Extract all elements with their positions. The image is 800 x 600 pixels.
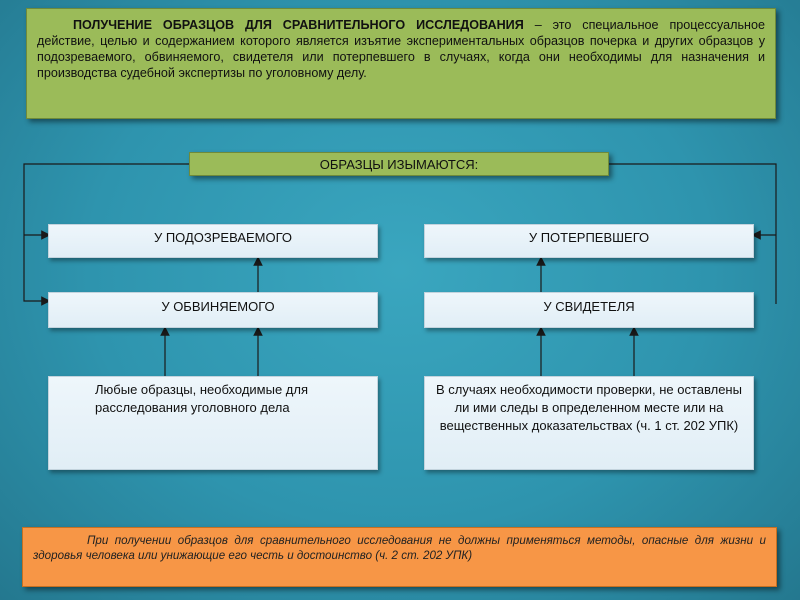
- definition-term: ПОЛУЧЕНИЕ ОБРАЗЦОВ ДЛЯ СРАВНИТЕЛЬНОГО ИССЛЕДОВАНИЯ: [73, 18, 524, 32]
- note-right-box: [424, 376, 754, 470]
- footer-note-text: При получении образцов для сравнительного исследования не должны применяться методы, опасные для жизни и здоровья человека или унижающие его честь и достоинство (ч. 2 ст. 202 УПК): [33, 534, 766, 562]
- witness-box: [424, 292, 754, 328]
- definition-box: [26, 8, 776, 119]
- suspect-box: [48, 224, 378, 258]
- note-left-text: Любые образцы, необходимые для расследования уголовного дела: [95, 382, 309, 415]
- suspect-label: У ПОДОЗРЕВАЕМОГО: [153, 230, 293, 245]
- note-left-box: [48, 376, 378, 470]
- victim-box: [424, 224, 754, 258]
- note-right-text: В случаях необходимости проверки, не оставлены ли ими следы в определенном месте или на вещественных доказательствах (ч. 1 ст. 202 УПК): [436, 382, 742, 433]
- header-box: ОБРАЗЦЫ ИЗЫМАЮТСЯ:: [189, 152, 609, 176]
- footer-note-box: [22, 527, 777, 587]
- accused-box: [48, 292, 378, 328]
- victim-label: У ПОТЕРПЕВШЕГО: [528, 230, 650, 245]
- witness-label: У СВИДЕТЕЛЯ: [543, 299, 635, 314]
- definition-text: – это специальное процессуальное действие, целью и содержанием которого является изъятие экспериментальных образцов почерка и других образцов у подозреваемого, обвиняемого, свидетеля или потерпевшего в случаях, когда они необходимы для назначения и производства судебной экспертизы по уголовному делу.: [37, 18, 765, 80]
- accused-label: У ОБВИНЯЕМОГО: [161, 299, 275, 314]
